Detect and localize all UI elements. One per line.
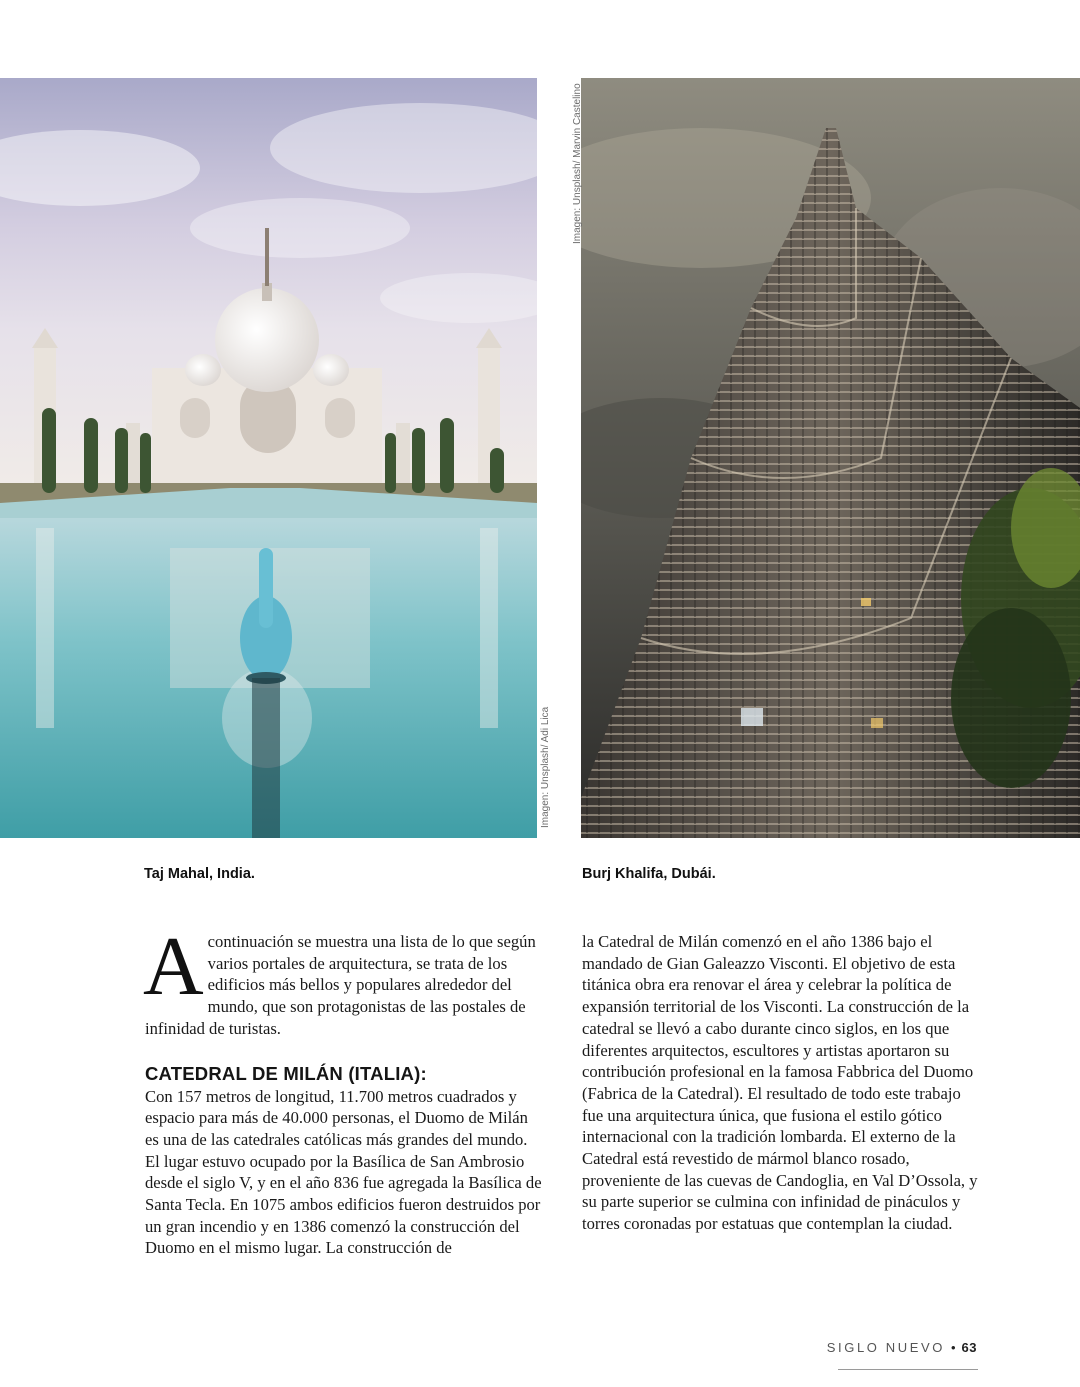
article-column-left [143, 920, 543, 1259]
intro-text: continuación se muestra una lista de lo que según varios portales de arquitectura, se trata de los edificios más bellos y populares alrededor del mundo, que son protagonistas de las postales de infinidad de turistas. [145, 932, 536, 1038]
section-title: CATEDRAL DE MILÁN (ITALIA): [145, 1062, 427, 1084]
article-column-right [582, 931, 978, 1235]
footer-rule [838, 1369, 978, 1370]
body-paragraph-right: la Catedral de Milán comenzó en el año 1386 bajo el mandado de Gian Galeazzo Visconti. El objetivo de esta titánica obra era renovar el área y celebrar la política de expansión territorial de los Visconti. La construcción de la catedral se llevó a cabo durante cinco siglos, en los que diferentes arquitectos, escultores y artistas aportaron su contribución profesional en la famosa Fabbrica del Duomo (Fabrica de la Catedral). El resultado de todo este trabajo fue una arquitectura única, que fusiona el estilo gótico internacional con la tradición lombarda. El externo de la Catedral está revestido de mármol blanco rosado, proveniente de las cuevas de Candoglia, en Val D’Ossola, y su parte superior se culmina con infinidad de pináculos y torres coronadas por estatuas que contemplan la ciudad. [582, 932, 978, 1234]
dropcap: A [143, 920, 204, 1013]
photo-credit-left: Imagen: Unsplash/ Adi Lica [540, 706, 551, 828]
photo-credit-right: Imagen: Unsplash/ Marvin Castelino [572, 83, 583, 244]
taj-mahal-illustration [0, 78, 537, 838]
burj-khalifa-photo [581, 78, 1080, 838]
magazine-name: SIGLO NUEVO [826, 1340, 945, 1355]
photo-caption-right: Burj Khalifa, Dubái. [582, 866, 716, 882]
folio-separator: • [950, 1340, 956, 1355]
intro-paragraph [143, 920, 543, 1040]
burj-khalifa-illustration [581, 78, 1080, 838]
page-number: 63 [961, 1340, 977, 1355]
body-paragraph-left: Con 157 metros de longitud, 11.700 metros cuadrados y espacio para más de 40.000 personas, el Duomo de Milán es una de las catedrales católicas más grandes del mundo. El lugar estuvo ocupado por la Basílica de San Ambrosio desde el siglo V, y en el año 836 fue agregada la Basílica de Santa Tecla. En 1075 ambos edificios fueron destruidos por un gran incendio y en 1386 comenzó la construcción del Duomo en el mismo lugar. La construcción de [145, 1086, 542, 1258]
taj-mahal-photo [0, 78, 537, 838]
page-folio [827, 1340, 977, 1355]
photo-caption-left: Taj Mahal, India. [144, 866, 255, 882]
